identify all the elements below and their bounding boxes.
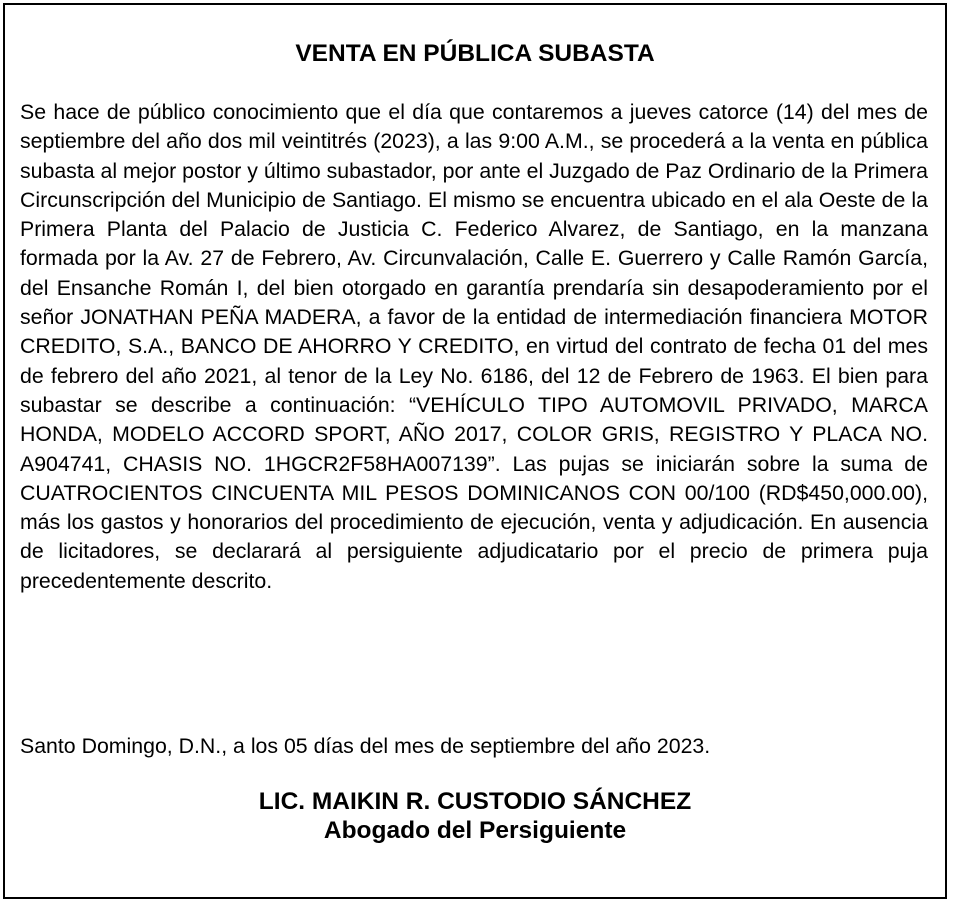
notice-date-line: Santo Domingo, D.N., a los 05 días del mes de septiembre del año 2023.: [20, 734, 711, 758]
signatory-role: Abogado del Persiguiente: [323, 817, 627, 844]
signature-block: [5, 787, 945, 845]
notice-body: Se hace de público conocimiento que el día que contaremos a jueves catorce (14) del mes de septiembre del año dos mil veintitrés (2023), a las 9:00 A.M., se procederá a la venta en pública subasta al mejor postor y último subastador, por ante el Juzgado de Paz Ordinario de la Primera Circunscripción del Municipio de Santiago. El mismo se encuentra ubicado en el ala Oeste de la Primera Planta del Palacio de Justicia C. Federico Alvarez, de Santiago, en la manzana formada por la Av. 27 de Febrero, Av. Circunvalación, Calle E. Guerrero y Calle Ramón García, del Ensanche Román I, del bien otorgado en garantía prendaría sin desapoderamiento por el señor JONATHAN PEÑA MADERA, a favor de la entidad de intermediación financiera MOTOR CREDITO, S.A., BANCO DE AHORRO Y CREDITO, en virtud del contrato de fecha 01 del mes de febrero del año 2021, al tenor de la Ley No. 6186, del 12 de Febrero de 1963. El bien para subastar se describe a continuación: “VEHÍCULO TIPO AUTOMOVIL PRIVADO, MARCA HONDA, MODELO ACCORD SPORT, AÑO 2017, COLOR GRIS, REGISTRO Y PLACA NO. A904741, CHASIS NO. 1HGCR2F58HA007139”. Las pujas se iniciarán sobre la suma de CUATROCIENTOS CINCUENTA MIL PESOS DOMINICANOS CON 00/100 (RD$450,000.00), más los gastos y honorarios del procedimiento de ejecución, venta y adjudicación. En ausencia de licitadores, se declarará al persiguiente adjudicatario por el precio de primera puja precedentemente descrito.: [20, 100, 928, 593]
notice-title: VENTA EN PÚBLICA SUBASTA: [295, 40, 655, 67]
signatory-name: LIC. MAIKIN R. CUSTODIO SÁNCHEZ: [258, 788, 692, 815]
legal-notice: [3, 3, 947, 899]
